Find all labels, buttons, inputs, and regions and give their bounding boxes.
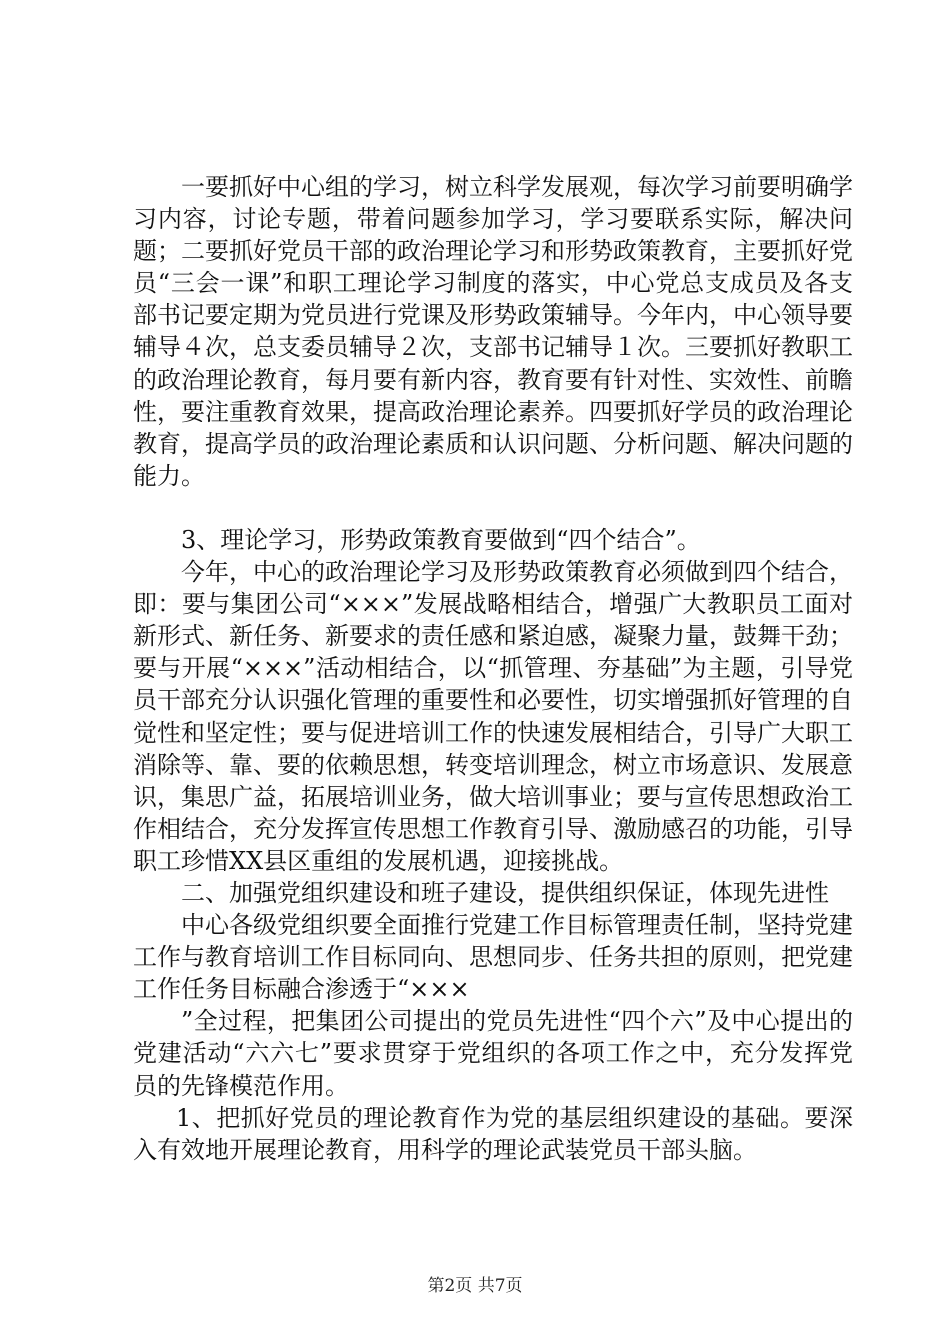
paragraph-four-combinations: 今年，中心的政治理论学习及形势政策教育必须做到四个结合，即：要与集团公司“×××”发展战略相结合，增强广大教职员工面对新形式、新任务、新要求的责任感和紧迫感，凝聚力量，鼓舞干劲；要与开展“×××”活动相结合，以“抓管理、夯基础”为主题，引导党员干部充分认识强化管理的重要性和必要性，切实增强抓好管理的自觉性和坚定性；要与促进培训工作的快速发展相结合，引导广大职工消除等、靠、要的依赖思想，转变培训理念，树立市场意识、发展意识，集思广益，拓展培训业务，做大培训事业；要与宣传思想政治工作相结合，充分发挥宣传思想工作教育引导、激励感召的功能，引导职工珍惜XX县区重组的发展机遇，迎接挑战。	[133, 558, 853, 875]
page-number-footer: 第2页 共7页	[427, 1276, 523, 1296]
paragraph-party-organizations: 中心各级党组织要全面推行党建工作目标管理责任制，坚持党建工作与教育培训工作目标同向、思想同步、任务共担的原则，把党建工作任务目标融合渗透于“×××	[133, 911, 853, 1004]
paragraph-heading-four-combinations: 3、理论学习，形势政策教育要做到“四个结合”。	[181, 525, 701, 554]
paragraph-spacer	[133, 492, 853, 524]
paragraph-study-requirements: 一要抓好中心组的学习，树立科学发展观，每次学习前要明确学习内容，讨论专题，带着问题参加学习，学习要联系实际，解决问题；二要抓好党员干部的政治理论学习和形势政策教育，主要抓好党员“三会一课”和职工理论学习制度的落实，中心党总支成员及各支部书记要定期为党员进行党课及形势政策辅导。今年内，中心领导要辅导４次，总支委员辅导２次，支部书记辅导１次。三要抓好教职工的政治理论教育，每月要有新内容，教育要有针对性、实效性、前瞻性，要注重教育效果，提高政治理论素养。四要抓好学员的政治理论教育，提高学员的政治理论素质和认识问题、分析问题、解决问题的能力。	[133, 173, 853, 490]
section-heading-party-building: 二、加强党组织建设和班子建设，提供组织保证，体现先进性	[181, 878, 829, 907]
paragraph-party-organizations-continued: ”全过程，把集团公司提出的党员先进性“四个六”及中心提出的党建活动“六六七”要求贯穿于党组织的各项工作之中，充分发挥党员的先锋模范作用。	[133, 1007, 853, 1100]
paragraph-theory-education: 1、把抓好党员的理论教育作为党的基层组织建设的基础。要深入有效地开展理论教育，用科学的理论武装党员干部头脑。	[133, 1103, 853, 1164]
document-body	[133, 171, 853, 1166]
